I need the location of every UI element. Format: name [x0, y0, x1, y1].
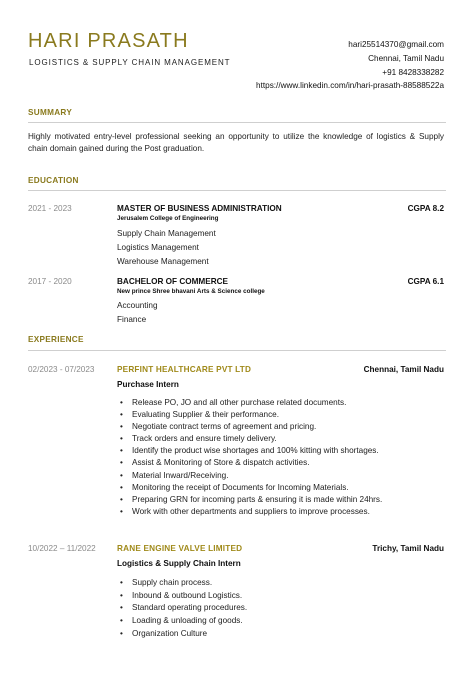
- summary-heading: SUMMARY: [28, 108, 73, 117]
- experience-role: Logistics & Supply Chain Intern: [117, 559, 241, 568]
- education-heading: EDUCATION: [28, 176, 79, 185]
- list-item: • Preparing GRN for incoming parts & ensuring it is made within 24hrs.: [120, 494, 382, 506]
- list-item: • Negotiate contract terms of agreement and pricing.: [120, 421, 382, 433]
- education-degree: MASTER OF BUSINESS ADMINISTRATION: [117, 204, 282, 213]
- education-dates: 2021 - 2023: [28, 204, 72, 213]
- list-item: • Inbound & outbound Logistics.: [120, 590, 247, 603]
- experience-company: PERFINT HEALTHCARE PVT LTD: [117, 365, 252, 374]
- summary-text: Highly motivated entry-level professional seeking an opportunity to utilize the knowledge of logistics & Supply chain domain gained during the Post graduation.: [28, 132, 444, 154]
- list-item: • Work with other departments and suppliers to improve processes.: [120, 506, 382, 518]
- education-subject: Logistics Management: [117, 243, 199, 252]
- list-item: • Monitoring the receipt of Documents for Incoming Materials.: [120, 482, 382, 494]
- candidate-title: LOGISTICS & SUPPLY CHAIN MANAGEMENT: [29, 58, 231, 67]
- education-subject: Supply Chain Management: [117, 229, 216, 238]
- list-item: • Identify the product wise shortages and 100% kitting with shortages.: [120, 445, 382, 457]
- contact-location: Chennai, Tamil Nadu: [368, 53, 444, 63]
- experience-location: Trichy, Tamil Nadu: [372, 544, 444, 553]
- list-item: • Supply chain process.: [120, 577, 247, 590]
- experience-duties: [120, 577, 247, 641]
- education-subject: Finance: [117, 315, 147, 324]
- education-school: New prince Shree bhavani Arts & Science college: [117, 288, 265, 295]
- education-degree: BACHELOR OF COMMERCE: [117, 277, 228, 286]
- list-item: • Release PO, JO and all other purchase related documents.: [120, 397, 382, 409]
- contact-linkedin[interactable]: https://www.linkedin.com/in/hari-prasath-88588522a: [256, 81, 444, 91]
- experience-heading: EXPERIENCE: [28, 335, 84, 344]
- education-subject: Accounting: [117, 301, 158, 310]
- summary-divider: [28, 122, 446, 123]
- list-item: • Organization Culture: [120, 628, 247, 641]
- education-subject: Warehouse Management: [117, 257, 209, 266]
- education-dates: 2017 - 2020: [28, 277, 72, 286]
- contact-email[interactable]: hari25514370@gmail.com: [348, 40, 444, 49]
- list-item: • Evaluating Supplier & their performance.: [120, 409, 382, 421]
- list-item: • Material Inward/Receiving.: [120, 470, 382, 482]
- experience-company: RANE ENGINE VALVE LIMITED: [117, 544, 243, 553]
- experience-duties: [120, 397, 382, 518]
- experience-dates: 10/2022 – 11/2022: [28, 544, 96, 553]
- experience-dates: 02/2023 - 07/2023: [28, 365, 95, 374]
- list-item: • Loading & unloading of goods.: [120, 615, 247, 628]
- education-grade: CGPA 8.2: [407, 204, 444, 213]
- education-divider: [28, 190, 446, 191]
- list-item: • Standard operating procedures.: [120, 602, 247, 615]
- list-item: • Assist & Monitoring of Store & dispatch activities.: [120, 457, 382, 469]
- experience-role: Purchase Intern: [117, 380, 179, 389]
- education-school: Jerusalem College of Engineering: [117, 215, 219, 222]
- contact-block: [256, 38, 444, 93]
- list-item: • Track orders and ensure timely delivery.: [120, 433, 382, 445]
- education-grade: CGPA 6.1: [407, 277, 444, 286]
- contact-phone: +91 8428338282: [382, 67, 444, 77]
- experience-divider: [28, 350, 446, 351]
- candidate-name: HARI PRASATH: [28, 30, 189, 52]
- experience-location: Chennai, Tamil Nadu: [363, 365, 444, 374]
